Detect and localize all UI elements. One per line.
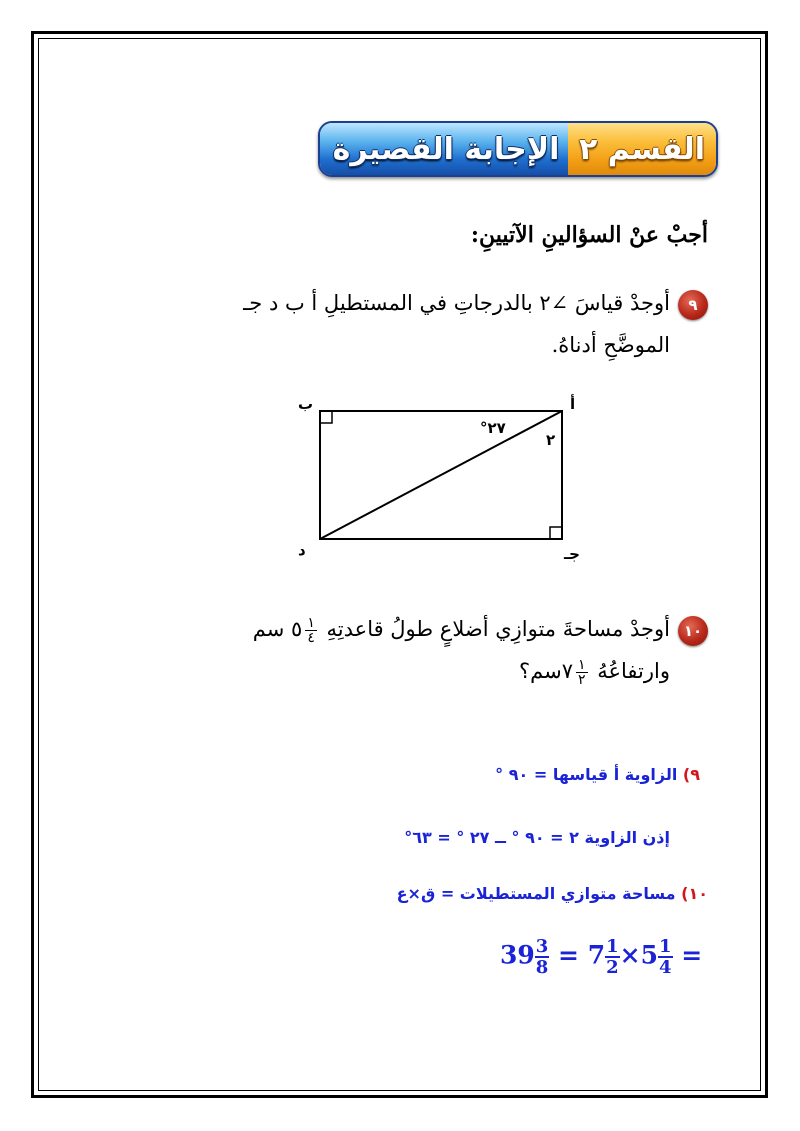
- rectangle-figure: [280, 395, 590, 570]
- question-9: [148, 282, 708, 366]
- math-whole: 7: [587, 940, 606, 970]
- question-9-line1: [148, 282, 708, 324]
- diagonal-line: [320, 411, 562, 539]
- math-denominator: 2: [606, 957, 619, 978]
- answer-text: مساحة متوازي المستطيلات = ق×ع: [396, 884, 676, 903]
- instructions: أجبْ عنْ السؤالينِ الآتيينِ:: [470, 222, 708, 248]
- math-times: ×: [619, 940, 641, 970]
- math-numerator: 1: [606, 936, 619, 957]
- question-number-badge: ٩: [678, 290, 708, 320]
- angle-label-27: ٢٧°: [480, 419, 506, 437]
- banner-title: الإجابة القصيرة: [332, 131, 560, 167]
- vertex-label-a: أ: [570, 395, 576, 413]
- right-angle-marker-j: [550, 527, 562, 539]
- math-numerator: 3: [535, 936, 549, 957]
- question-10-text-d: ٧سم؟: [519, 659, 573, 683]
- math-denominator: 8: [535, 957, 549, 978]
- vertex-label-b: ب: [298, 395, 314, 413]
- question-10-line1: [148, 608, 708, 650]
- math-equals: =: [681, 940, 703, 970]
- question-10-line2: [148, 650, 708, 692]
- fraction-numerator: ١: [578, 657, 586, 673]
- question-9-line2: الموضَّحِ أدناهُ.: [551, 333, 670, 357]
- answer-text: إذن الزاوية ٢ = ٩٠ ° ــ ٢٧ ° = ٦٣°: [404, 828, 670, 847]
- right-angle-marker-b: [320, 411, 332, 423]
- question-10-text-b: ٥ سم: [252, 617, 303, 641]
- answer-9-line1: [495, 765, 700, 784]
- banner-section-number: القسم ٢: [579, 131, 705, 167]
- math-denominator: 4: [659, 957, 672, 978]
- vertex-label-j: جـ: [564, 545, 580, 563]
- angle-label-2: ٢: [546, 431, 556, 449]
- math-fraction: [658, 937, 673, 977]
- fraction-quarter: [305, 616, 317, 645]
- fraction-numerator: ١: [307, 615, 315, 631]
- section-banner: [318, 121, 718, 177]
- vertex-label-d: د: [298, 541, 306, 559]
- answer-9-line2: [404, 828, 670, 847]
- question-10-text-a: أوجدْ مساحةَ متوازِي أضلاعٍ طولُ قاعدتِهِ: [326, 617, 670, 641]
- fraction-half: [576, 658, 588, 687]
- math-numerator: 1: [659, 936, 672, 957]
- rectangle-diagram: [280, 395, 590, 570]
- math-whole: 5: [640, 940, 659, 970]
- question-number-badge: ١٠: [678, 616, 708, 646]
- fraction-denominator: ٢: [578, 672, 586, 688]
- answer-number: ٩): [682, 765, 700, 784]
- answer-10-line1: [397, 884, 708, 903]
- fraction-denominator: ٤: [307, 630, 315, 646]
- question-10-text-c: وارتفاعُهُ: [597, 659, 670, 683]
- math-equals: =: [558, 940, 579, 970]
- answer-number: ١٠): [681, 884, 708, 903]
- question-9-text: أوجدْ قياسَ ∠٢ بالدرجاتِ في المستطيلِ أ ب د جـ: [243, 291, 670, 315]
- math-fraction: [605, 937, 620, 977]
- question-10: [148, 608, 708, 692]
- math-whole: 39: [500, 940, 535, 970]
- answer-10-equation: [500, 937, 702, 977]
- answer-text: الزاوية أ قياسها = ٩٠ °: [495, 765, 678, 784]
- math-fraction: [535, 937, 550, 977]
